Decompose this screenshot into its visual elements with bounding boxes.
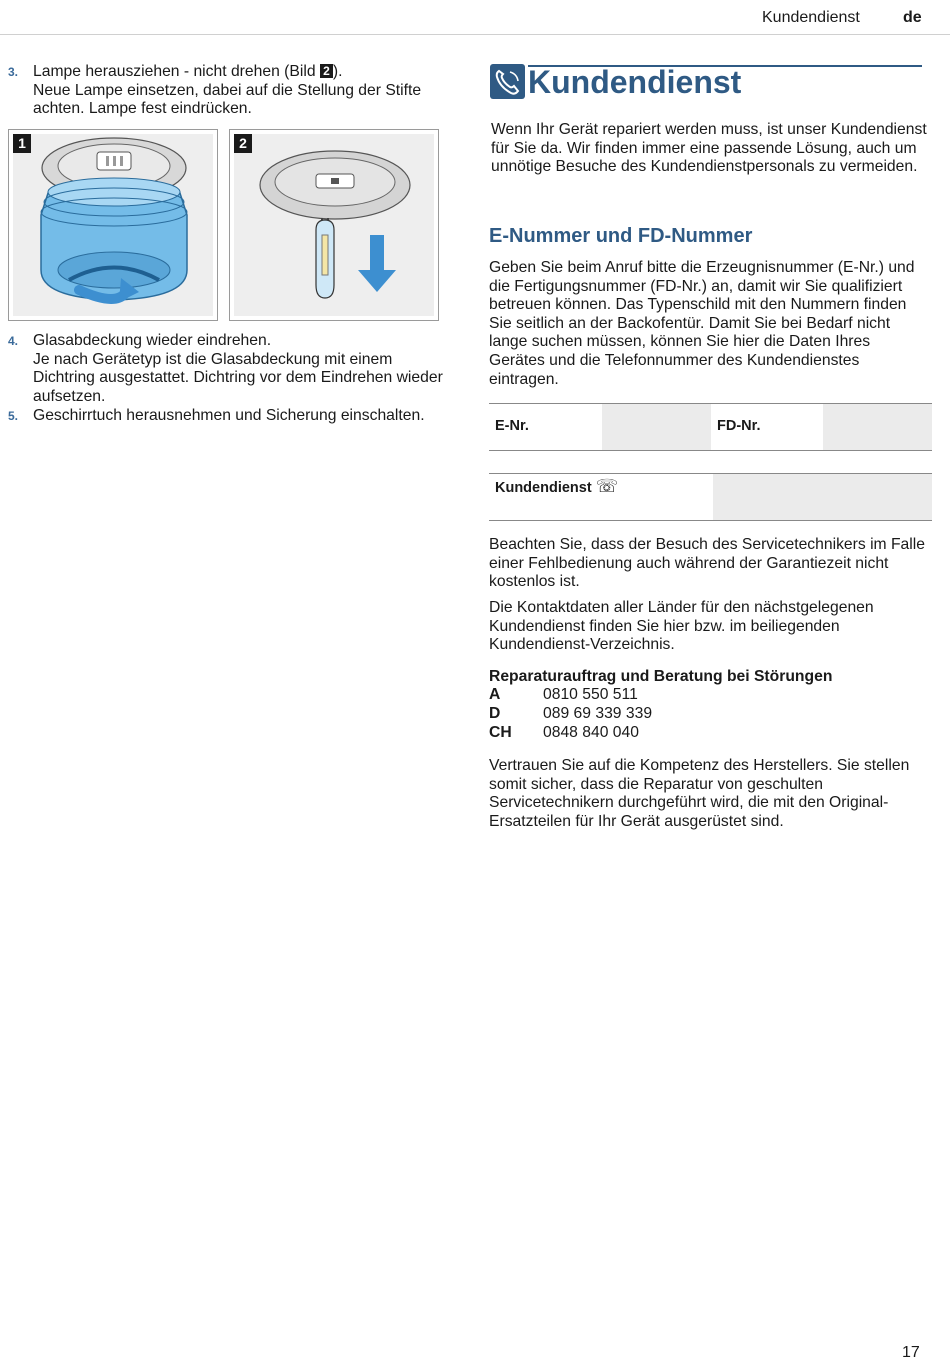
step-text-detail: Je nach Gerätetyp ist die Glasabdeckung mit einem Dichtring ausgestattet. Dichtring vor dem Eindrehen wieder aufsetzen. <box>33 350 443 405</box>
figure-number: 1 <box>13 134 31 153</box>
form-rule-bottom <box>489 520 932 521</box>
step-3 <box>8 63 448 119</box>
header-section-title: Kundendienst <box>762 9 860 26</box>
step-text <box>33 332 448 406</box>
figure-2 <box>229 129 439 321</box>
step-4 <box>8 332 448 406</box>
e-nr-label: E-Nr. <box>495 418 529 434</box>
phone-number: 0848 840 040 <box>543 724 639 741</box>
contact-row <box>489 724 639 742</box>
step-text-instructions: Neue Lampe einsetzen, dabei auf die Stellung der Stifte achten. Lampe fest eindrücken. <box>33 81 422 118</box>
fd-nr-field[interactable] <box>823 404 932 450</box>
step-text-end: ). <box>332 63 343 80</box>
step-text-main: Glasabdeckung wieder eindrehen. <box>33 332 272 349</box>
step-text <box>33 63 448 119</box>
telephone-icon: ☏ <box>595 476 619 496</box>
note-paragraph-1: Beachten Sie, dass der Besuch des Servicetechnikers im Falle einer Fehlbedienung auch während der Garantiezeit nicht kostenlos ist. <box>489 536 925 591</box>
step-text: Geschirrtuch herausnehmen und Sicherung einschalten. <box>33 407 425 424</box>
contacts-heading: Reparaturauftrag und Beratung bei Störungen <box>489 668 833 685</box>
header-language: de <box>903 9 922 26</box>
figure-number: 2 <box>234 134 252 153</box>
phone-number: 089 69 339 339 <box>543 705 653 722</box>
service-body: Geben Sie beim Anruf bitte die Erzeugnisnummer (E-Nr.) und die Fertigungsnummer (FD-Nr.) an, damit wir Sie qualifiziert betreuen können. Das Typenschild mit den Nummern finden Sie seitlich an der Backofentür. Damit Sie bei Bedarf nicht lange suchen müssen, können Sie hier die Daten Ihres Gerätes und die Telefonnummer des Kundendienstes eintragen. <box>489 259 915 388</box>
kundendienst-label-text: Kundendienst <box>495 480 592 496</box>
country-code: CH <box>489 724 512 741</box>
phone-icon <box>490 64 525 99</box>
e-nr-field[interactable] <box>602 404 711 450</box>
page-number: 17 <box>902 1344 920 1361</box>
country-code: D <box>489 705 501 722</box>
step-5 <box>8 407 448 426</box>
lamp-removal-illustration <box>230 130 438 320</box>
kundendienst-label <box>495 476 618 497</box>
contact-row <box>489 705 652 723</box>
figure-ref-badge: 2 <box>320 64 333 78</box>
glass-cover-illustration <box>9 130 217 320</box>
section-title: Kundendienst <box>528 64 742 100</box>
service-intro: Wenn Ihr Gerät repariert werden muss, ist unser Kundendienst für Sie da. Wir finden immer eine passende Lösung, auch um unnötige Besuche des Kundendienstpersonals zu vermeiden. <box>491 121 927 176</box>
step-number: 5. <box>8 409 19 423</box>
subheading: E-Nummer und FD-Nummer <box>489 225 753 247</box>
step-number: 4. <box>8 334 19 348</box>
phone-number: 0810 550 511 <box>543 686 638 703</box>
figure-1 <box>8 129 218 321</box>
closing-paragraph: Vertrauen Sie auf die Kompetenz des Herstellers. Sie stellen somit sicher, dass die Reparatur von geschulten Servicetechnikern durchgeführt wird, die mit den Original-Ersatzteilen für Ihr Gerät ausgerüstet sind. <box>489 757 910 830</box>
fd-nr-label: FD-Nr. <box>717 418 761 434</box>
kundendienst-phone-field[interactable] <box>713 474 932 520</box>
step-text-start: Lampe herausziehen - nicht drehen (Bild <box>33 63 320 80</box>
country-code: A <box>489 686 501 703</box>
step-number: 3. <box>8 65 19 79</box>
contact-row <box>489 686 638 704</box>
note-paragraph-2: Die Kontaktdaten aller Länder für den nächstgelegenen Kundendienst finden Sie hier bzw. im beiliegenden Kundendienst-Verzeichnis. <box>489 599 874 654</box>
form-rule-middle-1 <box>489 450 932 451</box>
header-divider <box>0 34 950 35</box>
